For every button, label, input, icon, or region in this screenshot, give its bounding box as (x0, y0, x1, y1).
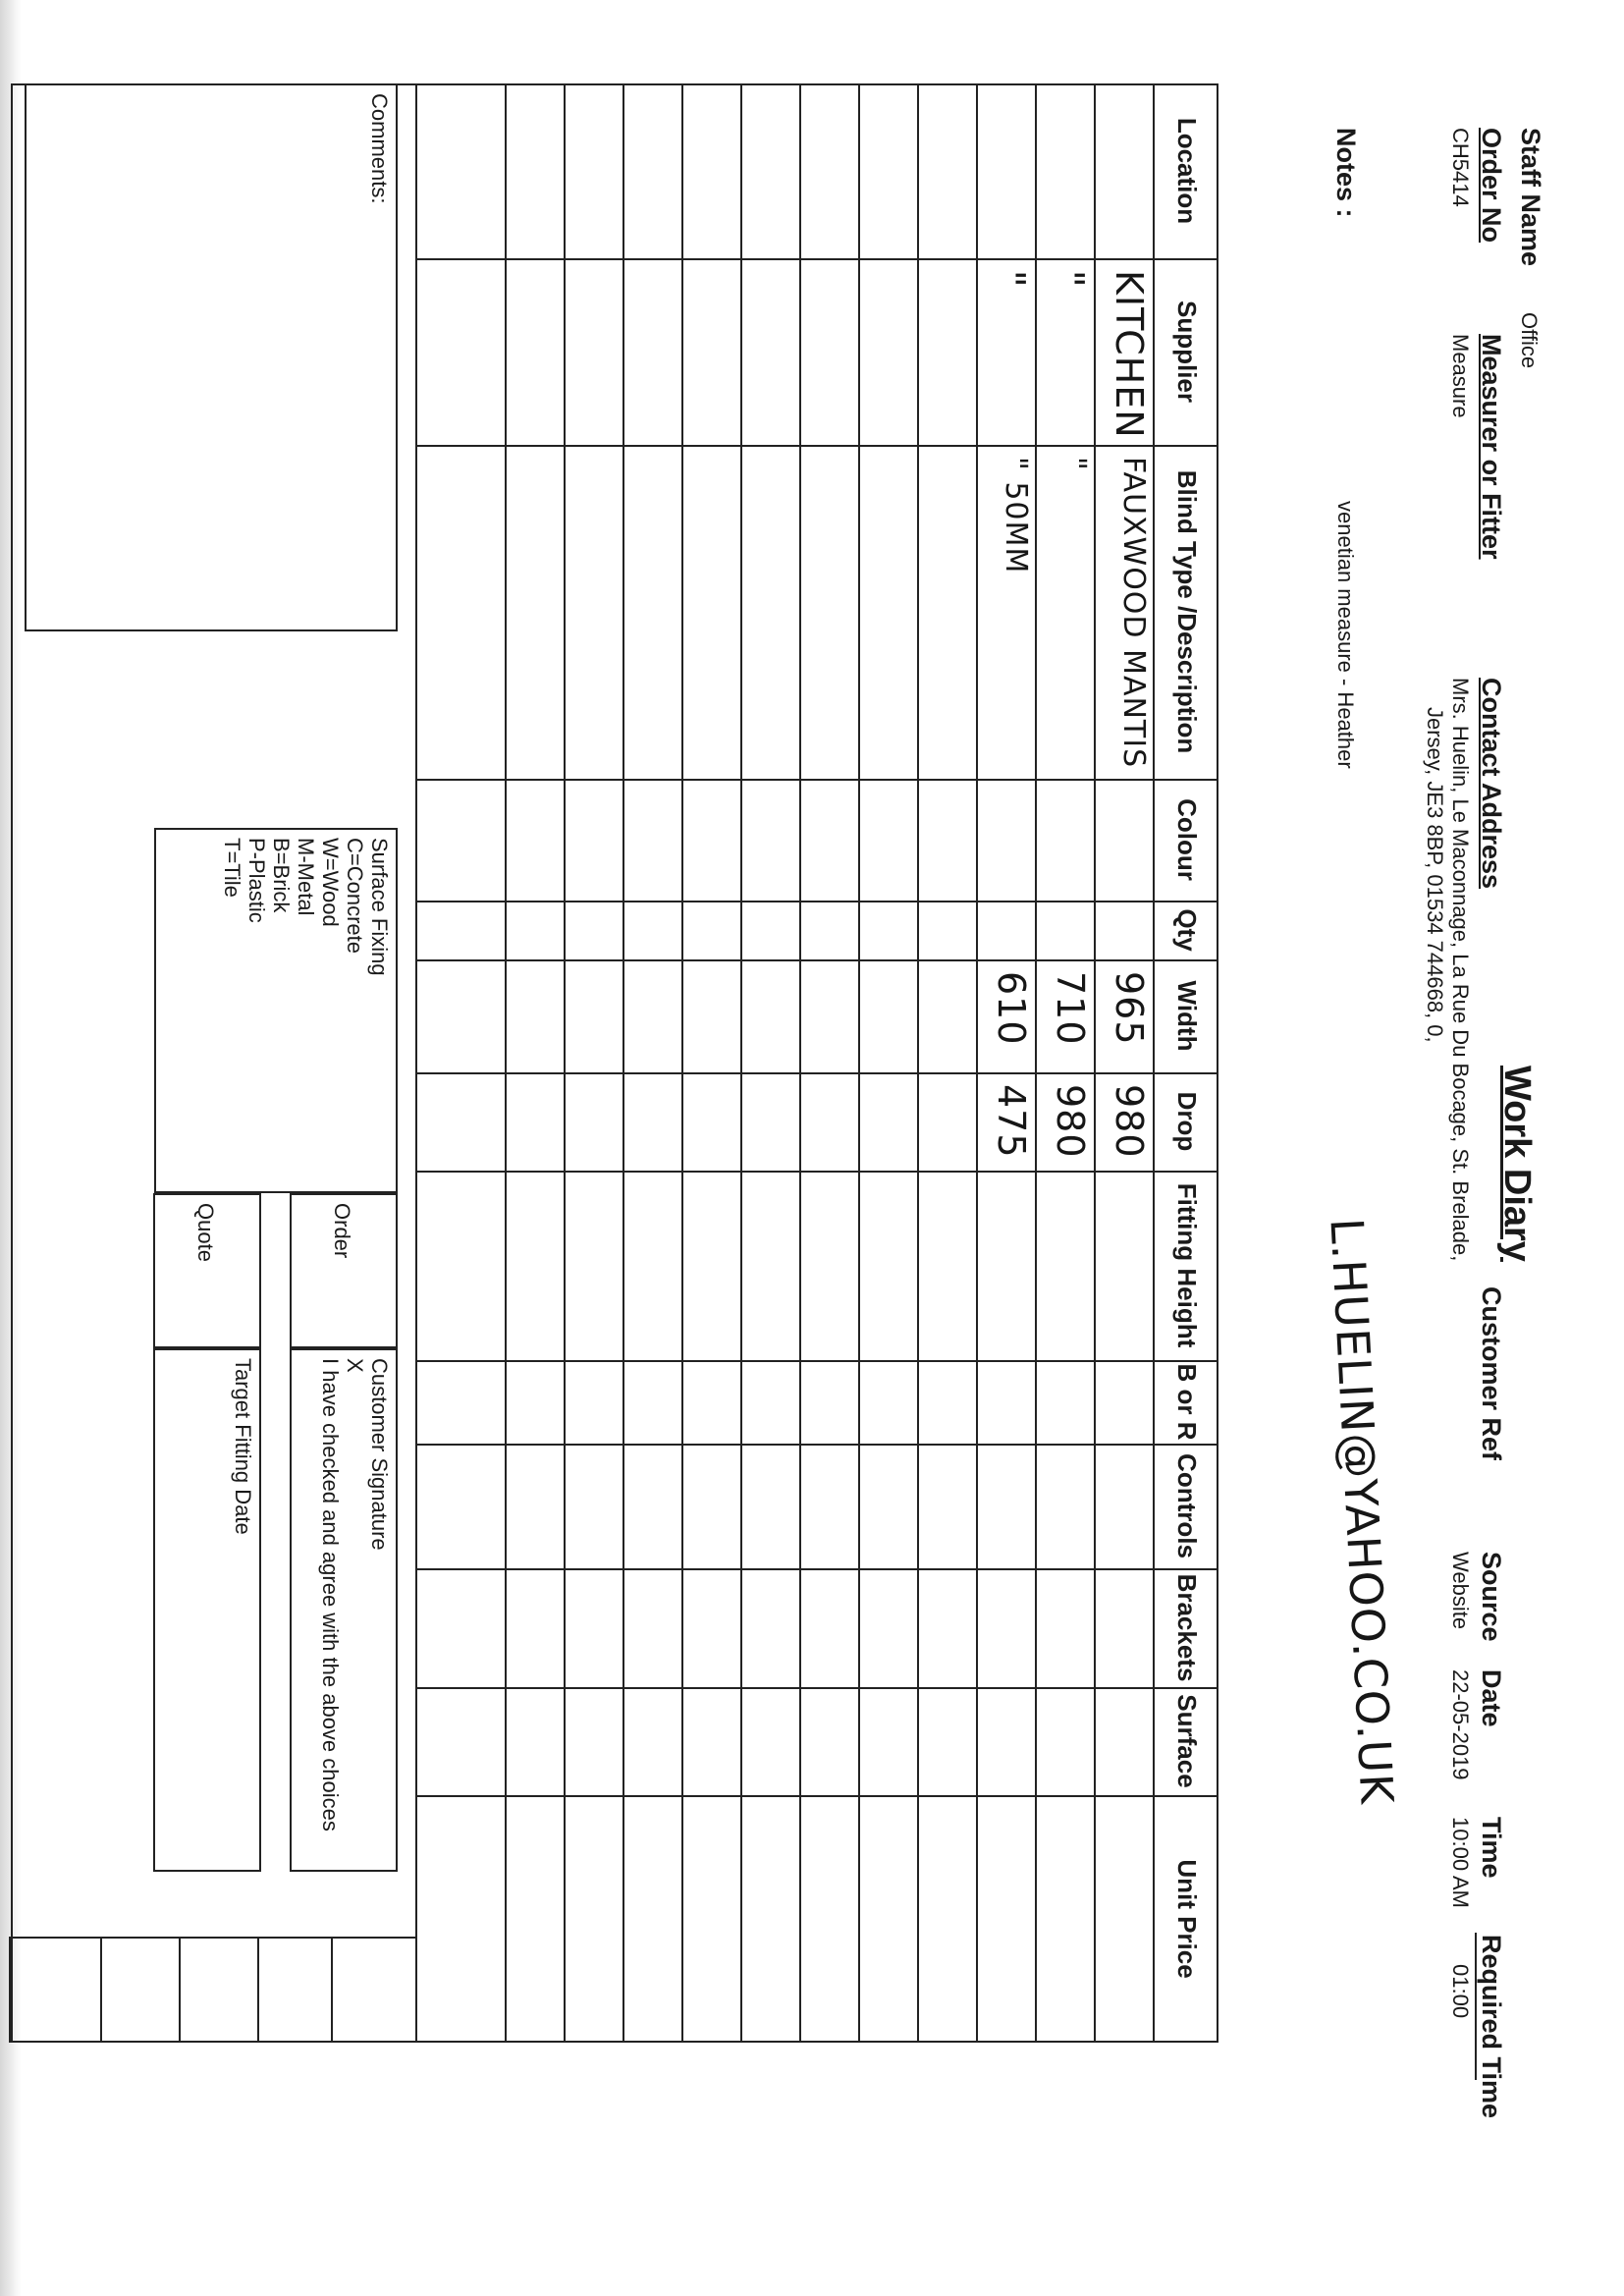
surface-fixing-metal: M-Metal (294, 838, 318, 916)
cell-drop: 475 (990, 1084, 1033, 1159)
cell-description: FAUXWOOD MANTIS (1116, 457, 1151, 769)
row-divider (1035, 83, 1037, 2043)
row-divider (505, 83, 507, 2043)
column-header-blind-type-description: Blind Type /Description (1172, 469, 1202, 754)
cell-supplier: " (1049, 270, 1092, 289)
row-divider (799, 83, 801, 2043)
footer-grid-line (257, 1937, 259, 2043)
measurer-label: Measurer or Fitter (1477, 334, 1506, 560)
column-divider (415, 1171, 1218, 1173)
column-header-controls: Controls (1172, 1453, 1202, 1558)
row-divider (740, 83, 742, 2043)
column-divider (415, 1444, 1218, 1446)
cell-supplier: " (990, 270, 1033, 289)
column-divider (415, 901, 1218, 902)
row-divider (858, 83, 860, 2043)
contact-address-line2: Jersey, JE3 8BP, 01534 744668, 0, (1423, 707, 1447, 1043)
column-header-qty: Qty (1172, 908, 1202, 952)
column-header-unit-price: Unit Price (1172, 1859, 1202, 1979)
contact-address-label: Contact Address (1477, 678, 1506, 890)
page-title: Work Diary (1496, 1066, 1538, 1262)
column-header-surface: Surface (1172, 1694, 1202, 1788)
row-divider (917, 83, 919, 2043)
surface-fixing-plastic: P-Plastic (244, 838, 269, 923)
cell-width: 710 (1049, 971, 1092, 1046)
customer-signature-label: Customer Signature (367, 1358, 392, 1551)
column-divider (415, 258, 1218, 260)
measurement-table (415, 83, 1218, 2043)
footer-grid-line (179, 1937, 181, 2043)
order-no-value: CH5414 (1448, 128, 1473, 207)
cell-supplier: KITCHEN (1108, 270, 1151, 439)
surface-fixing-title: Surface Fixing (367, 838, 392, 976)
row-divider (1094, 83, 1096, 2043)
notes-value: venetian measure - Heather (1333, 501, 1358, 769)
staff-name-value: Office (1517, 312, 1542, 369)
time-label: Time (1477, 1817, 1506, 1879)
surface-fixing-wood: W=Wood (318, 838, 343, 927)
date-label: Date (1477, 1669, 1506, 1727)
column-header-b-or-r: B or R (1172, 1363, 1202, 1441)
column-header-supplier: Supplier (1172, 300, 1202, 403)
source-value: Website (1448, 1552, 1473, 1630)
cell-drop: 980 (1049, 1084, 1092, 1159)
order-label: Order (330, 1203, 354, 1259)
column-header-location: Location (1172, 117, 1202, 225)
column-header-fitting-height: Fitting Height (1172, 1182, 1202, 1348)
column-divider (415, 445, 1218, 447)
required-time-value: 01:00 (1448, 1964, 1473, 2019)
column-header-width: Width (1172, 980, 1202, 1052)
cell-description: " (1057, 457, 1092, 471)
header-underline (1475, 1933, 1477, 2080)
staff-name-label: Staff Name (1516, 128, 1545, 267)
target-fitting-date-label: Target Fitting Date (231, 1358, 255, 1535)
column-header-drop: Drop (1172, 1091, 1202, 1152)
cell-width: 610 (990, 971, 1033, 1046)
column-divider (415, 779, 1218, 781)
order-no-label: Order No (1477, 128, 1506, 244)
column-divider (415, 1360, 1218, 1362)
surface-fixing-tile: T=Tile (220, 838, 244, 898)
footer-grid-line (9, 1937, 11, 2043)
column-divider (415, 1795, 1218, 1797)
comments-label: Comments: (367, 93, 392, 204)
column-divider (415, 959, 1218, 961)
agreement-text: I have checked and agree with the above choices (318, 1358, 343, 1831)
source-label: Source (1477, 1552, 1506, 1642)
required-time-label: Required Time (1477, 1935, 1506, 2119)
surface-fixing-concrete: C=Concrete (343, 838, 367, 955)
measurer-value: Measure (1448, 334, 1473, 418)
cell-drop: 980 (1108, 1084, 1151, 1159)
row-divider (564, 83, 566, 2043)
column-divider (415, 1568, 1218, 1570)
row-divider (976, 83, 978, 2043)
column-divider (415, 1687, 1218, 1689)
footer-grid-line (331, 1937, 333, 2043)
contact-address-line1: Mrs. Huelin, Le Maconnage, La Rue Du Bocage, St. Brelade, (1448, 678, 1473, 1262)
surface-fixing-brick: B=Brick (269, 838, 294, 913)
footer-frame (11, 83, 415, 2043)
column-divider (415, 1072, 1218, 1074)
cell-width: 965 (1108, 971, 1151, 1046)
cell-description: " 50MM (999, 457, 1033, 574)
notes-label: Notes : (1331, 128, 1361, 218)
time-value: 10:00 AM (1448, 1817, 1473, 1908)
table-outline (415, 83, 1218, 2043)
row-divider (681, 83, 683, 2043)
quote-label: Quote (193, 1203, 218, 1262)
handwritten-email: L.HUELIN@YAHOO.CO.UK (1320, 1216, 1404, 1806)
column-header-brackets: Brackets (1172, 1573, 1202, 1682)
date-value: 22-05-2019 (1448, 1669, 1473, 1780)
row-divider (623, 83, 624, 2043)
column-header-colour: Colour (1172, 798, 1202, 881)
signature-x: X (343, 1358, 367, 1373)
footer-divider (11, 1937, 415, 1939)
footer-grid-line (100, 1937, 102, 2043)
customer-ref-label: Customer Ref (1477, 1286, 1506, 1461)
